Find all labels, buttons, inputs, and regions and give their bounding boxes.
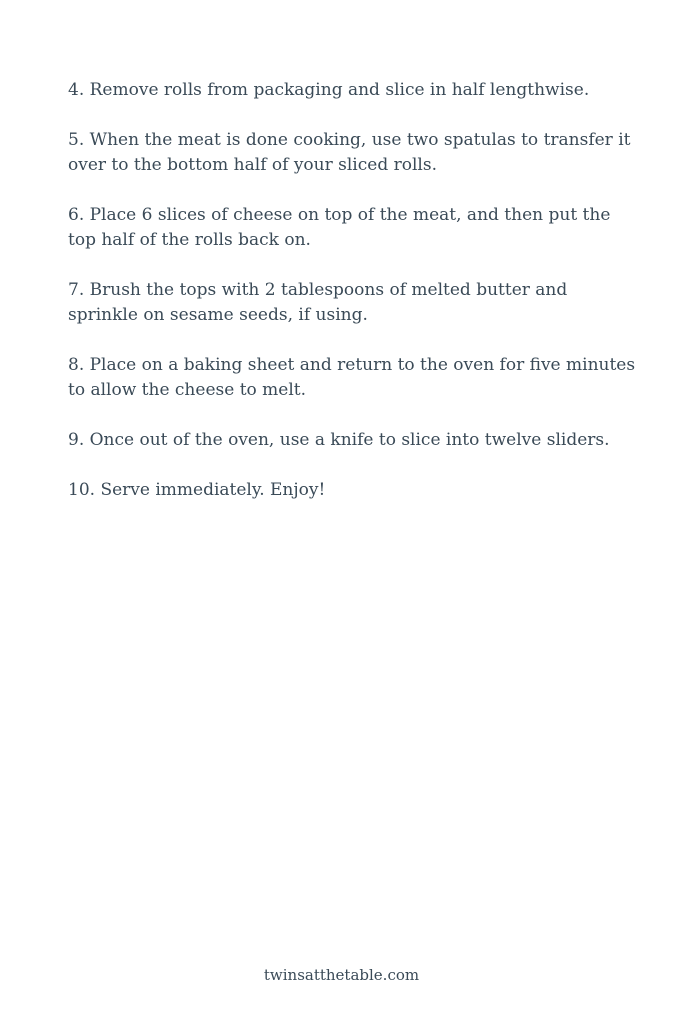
instruction-step-7: 7. Brush the tops with 2 tablespoons of melted butter and sprinkle on sesame seeds, if using. <box>68 280 568 325</box>
instruction-step-4: 4. Remove rolls from packaging and slice in half lengthwise. <box>68 80 590 100</box>
instruction-step-10: 10. Serve immediately. Enjoy! <box>68 480 326 500</box>
instruction-step-6: 6. Place 6 slices of cheese on top of the meat, and then put the top half of the rolls back on. <box>68 205 611 250</box>
recipe-instructions <box>68 78 638 528</box>
instruction-step-5: 5. When the meat is done cooking, use two spatulas to transfer it over to the bottom half of your sliced rolls. <box>68 130 631 175</box>
instruction-step-9: 9. Once out of the oven, use a knife to slice into twelve sliders. <box>68 430 610 450</box>
instruction-step-8: 8. Place on a baking sheet and return to the oven for five minutes to allow the cheese to melt. <box>68 355 636 400</box>
footer-site-name: twinsatthetable.com <box>263 966 420 984</box>
